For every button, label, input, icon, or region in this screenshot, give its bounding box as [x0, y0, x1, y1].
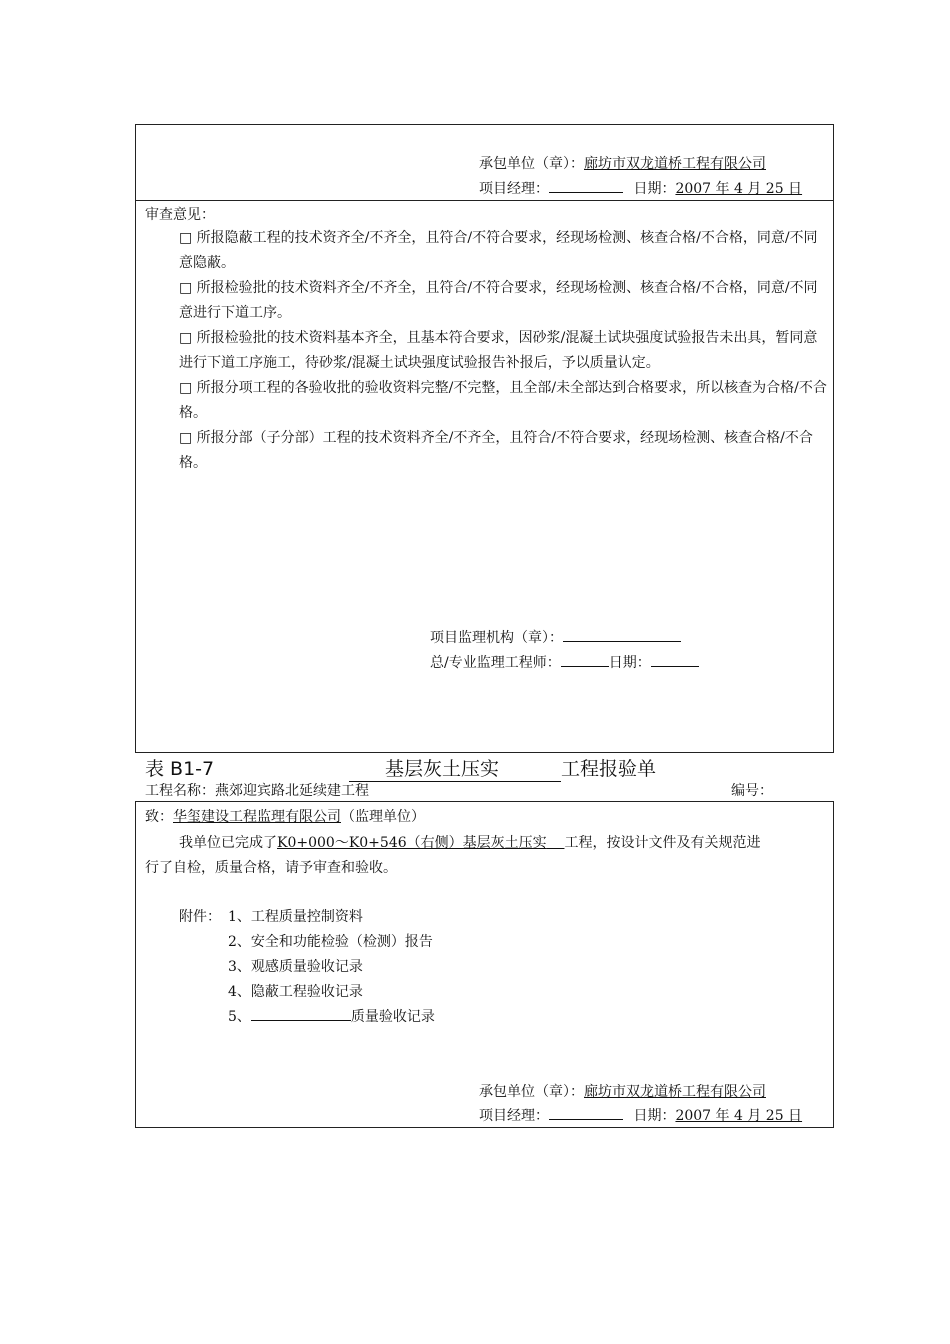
attachment-item: 1、工程质量控制资料	[228, 909, 363, 925]
attachment-item: 3、观感质量验收记录	[228, 959, 363, 975]
attach5-suffix: 质量验收记录	[350, 1009, 435, 1025]
supervision-org-blank	[563, 627, 681, 642]
attachment-item: 2、安全和功能检验（检测）报告	[228, 934, 433, 950]
review-items	[145, 226, 827, 476]
top-manager-label: 项目经理：	[479, 181, 549, 197]
attachment-item: 4、隐蔽工程验收记录	[228, 984, 363, 1000]
review-item: □ 所报检验批的技术资料基本齐全，且基本符合要求，因砂浆/混凝土试块强度试验报告未出具，暂同意进行下道工序施工，待砂浆/混凝土试块强度试验报告补报后，予以质量认定。	[179, 330, 818, 371]
to-label: 致：	[145, 809, 173, 825]
body-line1-end: 工程，按设计文件及有关规范进	[564, 835, 761, 851]
report-manager-line	[479, 1105, 802, 1125]
attachment-item-5	[228, 1006, 435, 1026]
number-label: 编号：	[731, 783, 773, 799]
body-fill-text: K0+000～K0+546（右侧）基层灰土压实	[277, 835, 547, 851]
top-manager-blank	[549, 178, 623, 193]
report-body-line1	[179, 832, 760, 852]
report-contractor-line	[479, 1081, 766, 1101]
top-contractor-value: 廊坊市双龙道桥工程有限公司	[584, 156, 766, 172]
to-value: 华玺建设工程监理有限公司	[173, 809, 341, 825]
supervision-org-label: 项目监理机构（章）：	[430, 630, 563, 646]
report-body-line2: 行了自检，质量合格，请予审查和验收。	[145, 860, 397, 876]
project-label: 工程名称：	[145, 783, 215, 799]
project-value: 燕郊迎宾路北延续建工程	[215, 783, 369, 799]
attach5-blank	[251, 1006, 351, 1021]
top-contractor-label: 承包单位（章）：	[479, 156, 584, 172]
report-contractor-value: 廊坊市双龙道桥工程有限公司	[584, 1084, 766, 1100]
to-suffix: （监理单位）	[341, 809, 425, 825]
top-contractor-line	[479, 153, 766, 173]
review-heading: 审查意见：	[145, 207, 215, 223]
review-item: □ 所报检验批的技术资料齐全/不齐全，且符合/不符合要求，经现场检测、核查合格/不合格，同意/不同意进行下道工序。	[179, 280, 818, 321]
attach-label: 附件：	[179, 909, 221, 925]
report-contractor-label: 承包单位（章）：	[479, 1084, 584, 1100]
top-date-value: 2007 年 4 月 25 日	[675, 181, 803, 197]
review-divider	[135, 200, 834, 201]
report-manager-blank	[549, 1105, 623, 1120]
body-prefix: 我单位已完成了	[179, 835, 277, 851]
form-title-fill-text: 基层灰土压实	[384, 758, 499, 780]
review-item: □ 所报隐蔽工程的技术资齐全/不齐全，且符合/不符合要求，经现场检测、核查合格/不合格，同意/不同意隐蔽。	[179, 230, 818, 271]
project-name-line	[145, 780, 369, 800]
form-title-rest: 工程报验单	[561, 758, 657, 780]
report-date-value: 2007 年 4 月 25 日	[675, 1108, 803, 1124]
engineer-blank	[561, 652, 609, 667]
table-number: 表 B1-7	[145, 758, 215, 780]
report-manager-label: 项目经理：	[479, 1108, 549, 1124]
review-item: □ 所报分项工程的各验收批的验收资料完整/不完整，且全部/未全部达到合格要求，所以核查为合格/不合格。	[179, 380, 827, 421]
top-date-label: 日期：	[633, 181, 676, 197]
top-manager-line	[479, 178, 802, 198]
engineer-line	[430, 652, 699, 672]
attach5-prefix: 5、	[228, 1009, 251, 1025]
supervision-org-line	[430, 627, 681, 647]
form-title-fill	[349, 754, 561, 782]
engineer-date-blank	[651, 652, 699, 667]
review-item: □ 所报分部（子分部）工程的技术资料齐全/不齐全，且符合/不符合要求，经现场检测、核查合格/不合格。	[179, 430, 813, 471]
body-fill	[277, 835, 564, 851]
addressee-line	[145, 806, 425, 826]
form-title	[349, 754, 656, 782]
report-date-label: 日期：	[633, 1108, 676, 1124]
engineer-date-label: 日期：	[608, 655, 651, 671]
engineer-label: 总/专业监理工程师：	[430, 655, 561, 671]
